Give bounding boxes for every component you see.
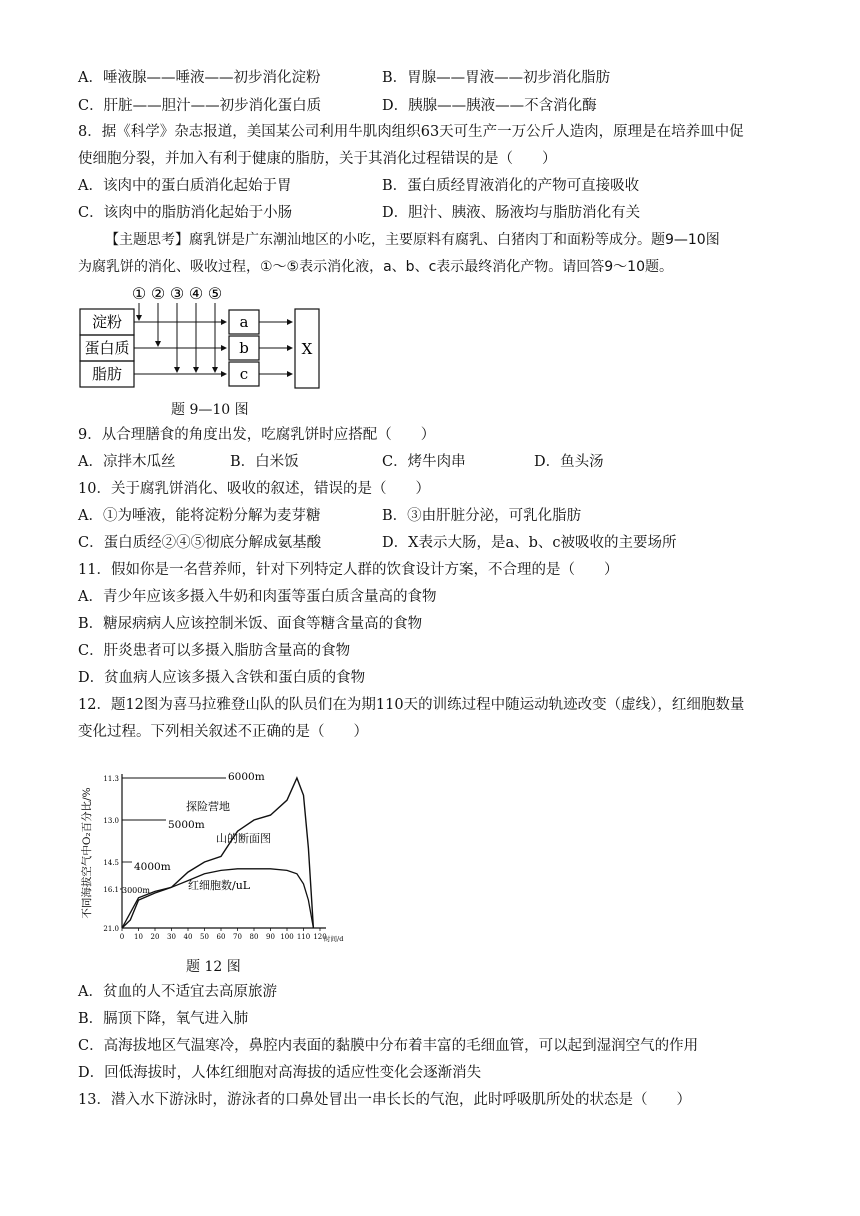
x-tick-label: 60 [216,933,226,941]
digestion-diagram [78,283,328,398]
y-tick-label: 21.0 [103,925,119,933]
juice-label-3: ③ [169,284,185,303]
altitude-4000-label: 4000m [134,861,171,873]
q12-stem-line1: 12．题12图为喜马拉雅登山队的队员们在为期110天的训练过程中随运动轨迹改变（虚线），红细胞数量 [78,697,745,713]
altitude-5000-label: 5000m [168,819,205,831]
q12-stem-line2: 变化过程。下列相关叙述不正确的是（ ） [78,724,368,740]
q11-option-a: A．青少年应该多摄入牛奶和肉蛋等蛋白质含量高的食物 [78,589,437,605]
y-tick-label: 16.1 [103,886,119,894]
q9-option-c: C．烤牛肉串 [382,454,466,470]
q11-option-b: B．糖尿病病人应该控制米饭、面食等糖含量高的食物 [78,616,423,632]
q8-stem-line2: 使细胞分裂，并加入有利于健康的脂肪，关于其消化过程错误的是（ ） [78,151,557,167]
y-tick-label: 14.5 [103,859,119,867]
q9-option-b: B．白米饭 [230,454,299,470]
rbc-annotation: 红细胞数/uL [188,879,251,892]
fig12-caption: 题 12 图 [186,959,241,975]
q11-option-c: C．肝炎患者可以多摄入脂肪含量高的食物 [78,643,351,659]
q7-option-b: B．胃腺——胃液——初步消化脂肪 [382,70,611,86]
y-tick-label: 13.0 [103,817,119,825]
starch-label: 淀粉 [91,313,123,331]
q7-option-c: C．肝脏——胆汁——初步消化蛋白质 [78,98,322,114]
chart-ylabel: 不同海拔空气中O₂百分比/% [81,787,93,919]
juice-label-4: ④ [188,284,204,303]
q9-stem: 9．从合理膳食的角度出发，吃腐乳饼时应搭配（ ） [78,427,436,443]
altitude-6000-label: 6000m [228,771,265,783]
digestive-juice-labels [132,284,222,303]
juice-label-5: ⑤ [207,284,223,303]
q10-option-b: B．③由肝脏分泌，可乳化脂肪 [382,508,582,524]
altitude-rbc-chart [76,758,346,948]
y-tick-label: 11.3 [103,775,119,783]
x-tick-label: 120 [313,933,327,941]
q9-option-d: D．鱼头汤 [534,454,604,470]
chart-xlabel: 时间/d [324,935,344,943]
altitude-3000-label: 3000m [122,886,150,895]
x-label: X [301,340,313,358]
q11-stem: 11．假如你是一名营养师，针对下列特定人群的饮食设计方案，不合理的是（ ） [78,562,619,578]
x-tick-label: 100 [280,933,294,941]
q8-option-b: B．蛋白质经胃液消化的产物可直接吸收 [382,178,640,194]
rbc-count-line [122,869,313,928]
q10-option-d: D．X表示大肠，是a、b、c被吸收的主要场所 [382,535,677,551]
mountain-profile-annotation: 山的断面图 [216,832,271,845]
x-tick-label: 40 [183,933,193,941]
fat-label: 脂肪 [91,365,123,383]
q10-option-c: C．蛋白质经②④⑤彻底分解成氨基酸 [78,535,322,551]
q8-stem-line1: 8．据《科学》杂志报道，美国某公司利用牛肌肉组织63天可生产一万公斤人造肉，原理是在培养皿中促 [78,124,744,140]
q10-stem: 10．关于腐乳饼消化、吸收的叙述，错误的是（ ） [78,481,430,497]
juice-label-1: ① [131,284,147,303]
x-tick-label: 110 [296,933,311,941]
x-tick-label: 90 [266,933,275,941]
theme-line1: 【主题思考】腐乳饼是广东潮汕地区的小吃，主要原料有腐乳、白猪肉丁和面粉等成分。题9—10图 [105,232,720,248]
product-a-label: a [239,313,249,331]
x-tick-label: 70 [233,933,242,941]
theme-line2: 为腐乳饼的消化、吸收过程，①～⑤表示消化液，a、b、c表示最终消化产物。请回答9～10题。 [78,259,673,275]
q10-option-a: A．①为唾液，能将淀粉分解为麦芽糖 [78,508,321,524]
x-tick-label: 80 [249,933,259,941]
q8-option-a: A．该肉中的蛋白质消化起始于胃 [78,178,292,194]
x-tick-label: 20 [150,933,160,941]
q12-option-b: B．膈顶下降，氧气进入肺 [78,1011,249,1027]
x-tick-label: 50 [200,933,209,941]
q11-option-d: D．贫血病人应该多摄入含铁和蛋白质的食物 [78,670,366,686]
q13-stem: 13．潜入水下游泳时，游泳者的口鼻处冒出一串长长的气泡，此时呼吸肌所处的状态是（ ） [78,1092,691,1108]
camp-annotation: 探险营地 [186,800,230,813]
juice-label-2: ② [150,284,166,303]
fig910-caption: 题 9—10 图 [171,402,249,418]
q8-option-d: D．胆汁、胰液、肠液均与脂肪消化有关 [382,205,641,221]
x-tick-label: 10 [134,933,143,941]
product-c-label: c [239,365,249,383]
q8-option-c: C．该肉中的脂肪消化起始于小肠 [78,205,293,221]
product-b-label: b [239,339,249,357]
q12-option-c: C．高海拔地区气温寒冷，鼻腔内表面的黏膜中分布着丰富的毛细血管，可以起到湿润空气的作用 [78,1038,699,1054]
q7-option-a: A．唾液腺——唾液——初步消化淀粉 [78,70,321,86]
q12-option-d: D．回低海拔时，人体红细胞对高海拔的适应性变化会逐渐消失 [78,1065,482,1081]
protein-label: 蛋白质 [84,339,130,357]
q7-option-d: D．胰腺——胰液——不含消化酶 [382,98,597,114]
x-tick-label: 0 [119,933,125,941]
x-tick-label: 30 [167,933,176,941]
q12-option-a: A．贫血的人不适宜去高原旅游 [78,984,277,1000]
q9-option-a: A．凉拌木瓜丝 [78,454,176,470]
